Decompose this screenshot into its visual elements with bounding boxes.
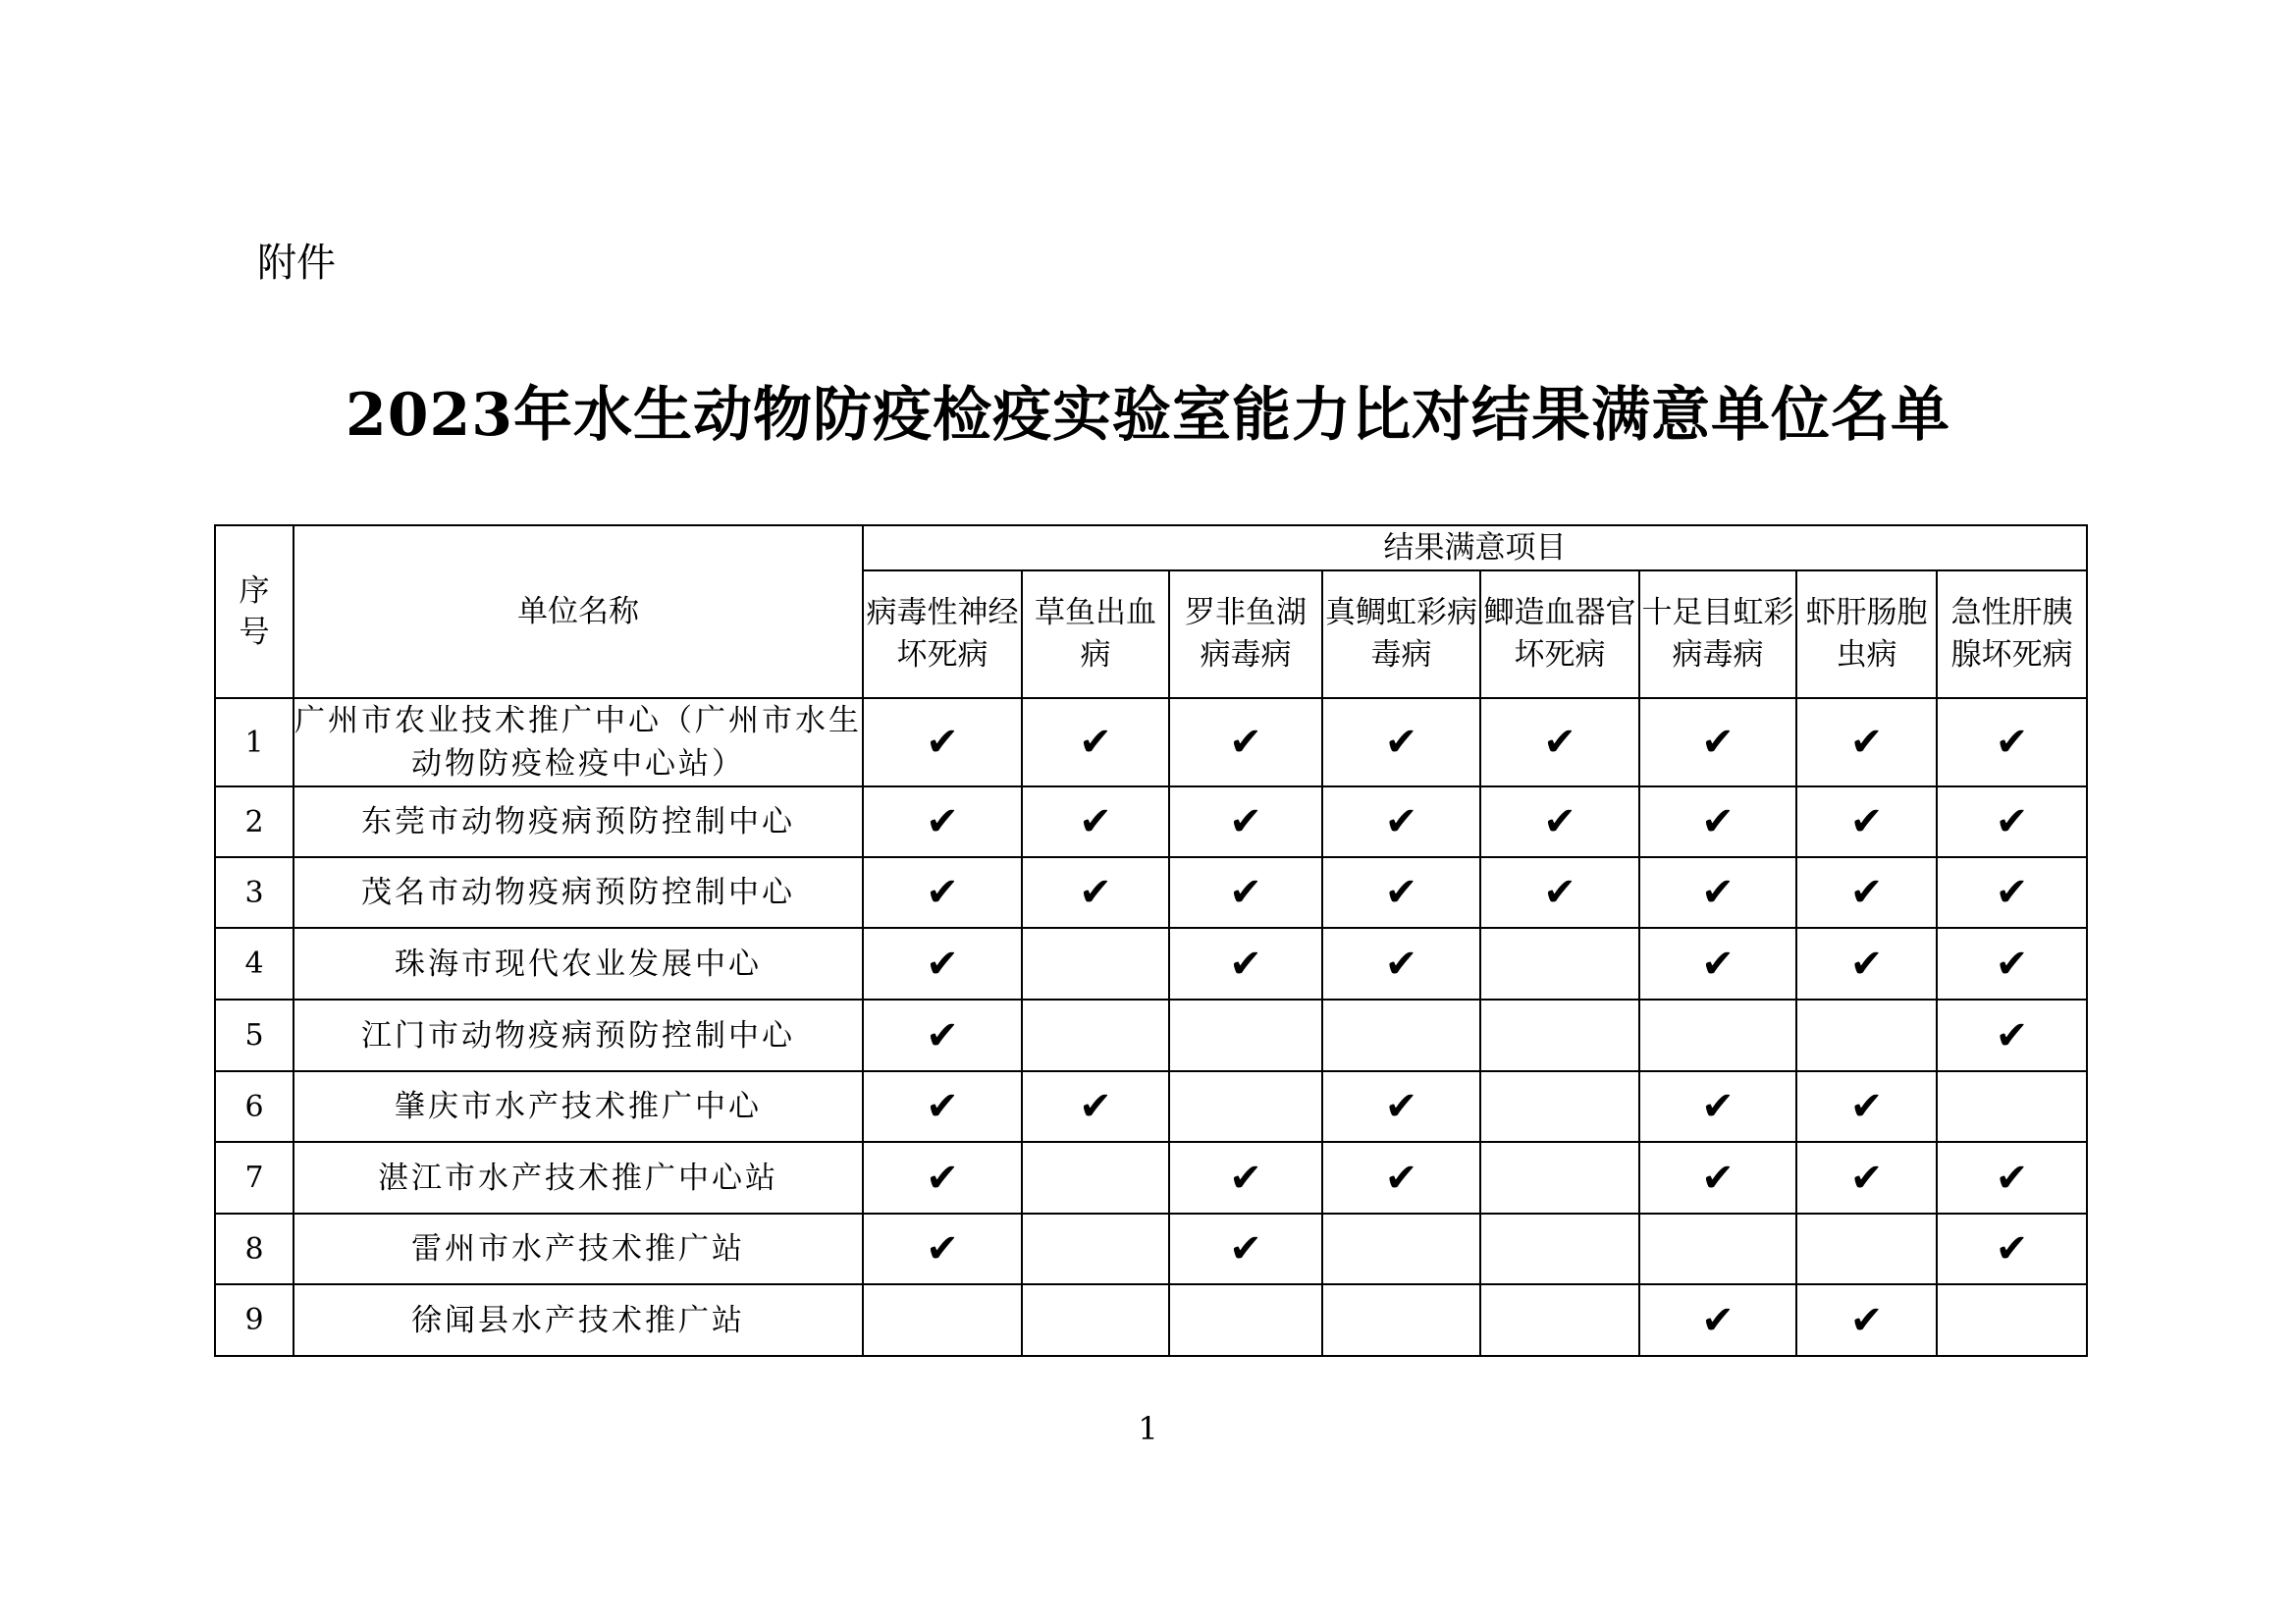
results-table — [214, 524, 2088, 1357]
check-mark-icon: ✔ — [1937, 1214, 2087, 1284]
page-number: 1 — [1138, 1410, 1158, 1447]
unit-name: 茂名市动物疫病预防控制中心 — [294, 857, 863, 928]
check-mark-icon: ✔ — [1322, 928, 1480, 1000]
empty-cell — [1480, 1071, 1639, 1142]
empty-cell — [1639, 1000, 1796, 1071]
row-number: 6 — [215, 1071, 294, 1142]
header-row-group — [215, 525, 2087, 570]
check-mark-icon: ✔ — [1480, 698, 1639, 786]
row-number: 1 — [215, 698, 294, 786]
empty-cell — [1796, 1214, 1937, 1284]
unit-name: 东莞市动物疫病预防控制中心 — [294, 786, 863, 857]
check-mark-icon: ✔ — [1796, 928, 1937, 1000]
check-mark-icon: ✔ — [1937, 698, 2087, 786]
empty-cell — [1322, 1000, 1480, 1071]
check-mark-icon: ✔ — [1022, 698, 1169, 786]
check-mark-icon: ✔ — [863, 1142, 1022, 1214]
unit-name: 广州市农业技术推广中心（广州市水生动物防疫检疫中心站） — [294, 698, 863, 786]
empty-cell — [1322, 1284, 1480, 1356]
table-row — [215, 1142, 2087, 1214]
check-mark-icon: ✔ — [1169, 1214, 1322, 1284]
check-mark-icon: ✔ — [863, 786, 1022, 857]
empty-cell — [1169, 1284, 1322, 1356]
check-mark-icon: ✔ — [1169, 928, 1322, 1000]
unit-name: 徐闻县水产技术推广站 — [294, 1284, 863, 1356]
header-item: 急性肝胰腺坏死病 — [1937, 570, 2087, 698]
empty-cell — [1480, 1284, 1639, 1356]
header-no — [215, 525, 294, 698]
check-mark-icon: ✔ — [863, 928, 1022, 1000]
header-unit: 单位名称 — [294, 525, 863, 698]
check-mark-icon: ✔ — [863, 1214, 1022, 1284]
unit-name: 雷州市水产技术推广站 — [294, 1214, 863, 1284]
check-mark-icon: ✔ — [1169, 857, 1322, 928]
check-mark-icon: ✔ — [1796, 1142, 1937, 1214]
row-number: 9 — [215, 1284, 294, 1356]
empty-cell — [1480, 1000, 1639, 1071]
empty-cell — [1022, 1000, 1169, 1071]
empty-cell — [1022, 1284, 1169, 1356]
empty-cell — [1639, 1214, 1796, 1284]
header-item: 十足目虹彩病毒病 — [1639, 570, 1796, 698]
check-mark-icon: ✔ — [863, 698, 1022, 786]
row-number: 3 — [215, 857, 294, 928]
check-mark-icon: ✔ — [1480, 786, 1639, 857]
empty-cell — [1937, 1284, 2087, 1356]
empty-cell — [1937, 1071, 2087, 1142]
check-mark-icon: ✔ — [1796, 786, 1937, 857]
row-number: 2 — [215, 786, 294, 857]
check-mark-icon: ✔ — [1639, 1071, 1796, 1142]
check-mark-icon: ✔ — [1322, 786, 1480, 857]
empty-cell — [1796, 1000, 1937, 1071]
empty-cell — [863, 1284, 1022, 1356]
row-number: 8 — [215, 1214, 294, 1284]
check-mark-icon: ✔ — [1169, 698, 1322, 786]
check-mark-icon: ✔ — [863, 1071, 1022, 1142]
header-item: 草鱼出血病 — [1022, 570, 1169, 698]
table-row — [215, 786, 2087, 857]
header-item: 鲫造血器官坏死病 — [1480, 570, 1639, 698]
check-mark-icon: ✔ — [1937, 1000, 2087, 1071]
check-mark-icon: ✔ — [1639, 928, 1796, 1000]
table-row — [215, 1214, 2087, 1284]
check-mark-icon: ✔ — [1480, 857, 1639, 928]
check-mark-icon: ✔ — [1322, 1071, 1480, 1142]
check-mark-icon: ✔ — [1169, 786, 1322, 857]
table-row — [215, 1284, 2087, 1356]
empty-cell — [1480, 1142, 1639, 1214]
header-item: 真鲷虹彩病毒病 — [1322, 570, 1480, 698]
table-row — [215, 928, 2087, 1000]
check-mark-icon: ✔ — [1796, 1284, 1937, 1356]
table-row — [215, 1071, 2087, 1142]
check-mark-icon: ✔ — [1937, 857, 2087, 928]
unit-name: 珠海市现代农业发展中心 — [294, 928, 863, 1000]
unit-name: 江门市动物疫病预防控制中心 — [294, 1000, 863, 1071]
table-row — [215, 857, 2087, 928]
check-mark-icon: ✔ — [1796, 698, 1937, 786]
check-mark-icon: ✔ — [1639, 857, 1796, 928]
document-title: 2023年水生动物防疫检疫实验室能力比对结果满意单位名单 — [346, 381, 1950, 450]
check-mark-icon: ✔ — [1937, 786, 2087, 857]
unit-name: 肇庆市水产技术推广中心 — [294, 1071, 863, 1142]
check-mark-icon: ✔ — [863, 857, 1022, 928]
check-mark-icon: ✔ — [1639, 1142, 1796, 1214]
check-mark-icon: ✔ — [1169, 1142, 1322, 1214]
unit-name: 湛江市水产技术推广中心站 — [294, 1142, 863, 1214]
table-row — [215, 1000, 2087, 1071]
check-mark-icon: ✔ — [1322, 857, 1480, 928]
row-number: 4 — [215, 928, 294, 1000]
header-item: 罗非鱼湖病毒病 — [1169, 570, 1322, 698]
empty-cell — [1022, 1142, 1169, 1214]
check-mark-icon: ✔ — [1796, 1071, 1937, 1142]
table-body — [215, 698, 2087, 1356]
empty-cell — [1480, 1214, 1639, 1284]
check-mark-icon: ✔ — [1022, 786, 1169, 857]
empty-cell — [1169, 1071, 1322, 1142]
check-mark-icon: ✔ — [1639, 698, 1796, 786]
header-item: 病毒性神经坏死病 — [863, 570, 1022, 698]
check-mark-icon: ✔ — [1322, 1142, 1480, 1214]
empty-cell — [1169, 1000, 1322, 1071]
header-item: 虾肝肠胞虫病 — [1796, 570, 1937, 698]
empty-cell — [1480, 928, 1639, 1000]
row-number: 7 — [215, 1142, 294, 1214]
check-mark-icon: ✔ — [1322, 698, 1480, 786]
empty-cell — [1322, 1214, 1480, 1284]
table-row — [215, 698, 2087, 786]
header-group: 结果满意项目 — [863, 525, 2087, 570]
check-mark-icon: ✔ — [1796, 857, 1937, 928]
check-mark-icon: ✔ — [1022, 1071, 1169, 1142]
check-mark-icon: ✔ — [863, 1000, 1022, 1071]
empty-cell — [1022, 928, 1169, 1000]
header-no-text: 序号 — [239, 573, 270, 650]
attachment-label: 附件 — [257, 241, 336, 286]
check-mark-icon: ✔ — [1022, 857, 1169, 928]
row-number: 5 — [215, 1000, 294, 1071]
check-mark-icon: ✔ — [1639, 786, 1796, 857]
empty-cell — [1022, 1214, 1169, 1284]
check-mark-icon: ✔ — [1937, 1142, 2087, 1214]
check-mark-icon: ✔ — [1937, 928, 2087, 1000]
check-mark-icon: ✔ — [1639, 1284, 1796, 1356]
